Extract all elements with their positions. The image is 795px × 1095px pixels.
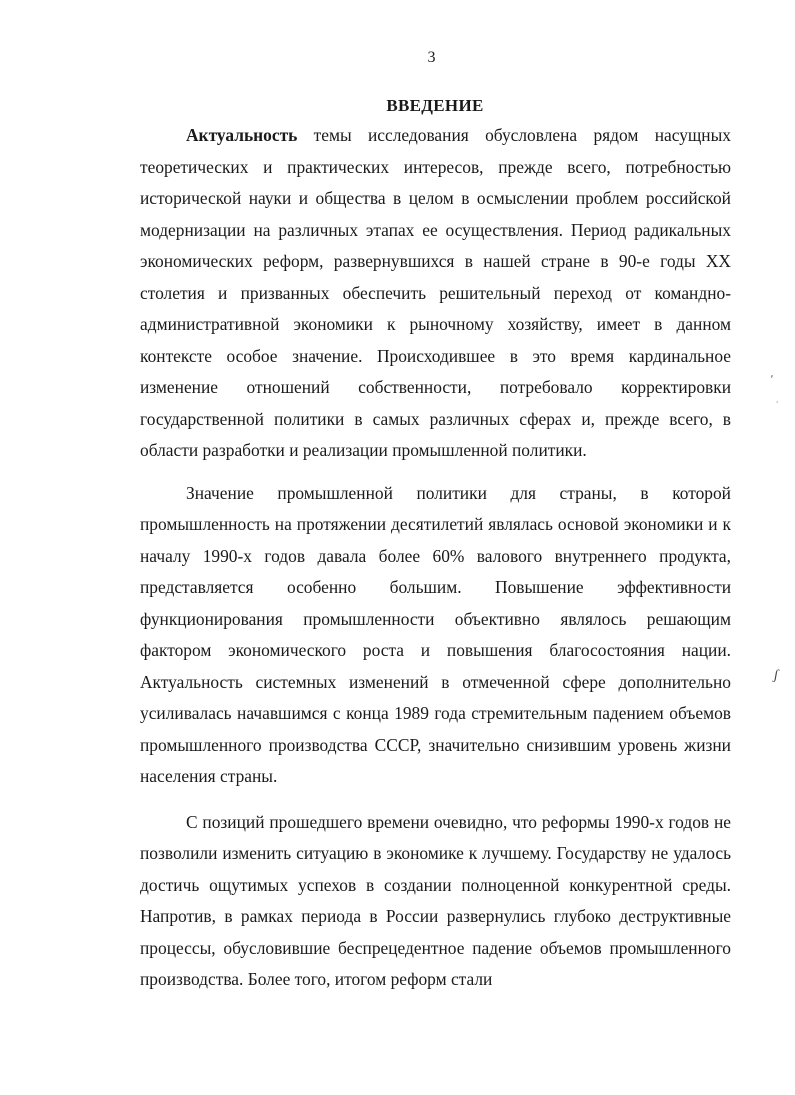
page-number: 3 [427,49,436,66]
paragraph-industrial-policy: Значение промышленной политики для страны, в которой промышленность на протяжении десятилетий являлась основой экономики и к началу 1990-х годов давала более 60% валового внутреннего продукта, представляется особенно большим. Повышение эффективности функционирования промышленности объективно являлось решающим фактором экономического роста и повышения благосостояния нации. Актуальность системных изменений в отмеченной сфере дополнительно усиливалась начавшимся с конца 1989 года стремительным падением объемов промышленного производства СССР, значительно снизившим уровень жизни населения страны. [140,482,731,786]
margin-pencil-mark: ʃ [774,668,779,683]
section-heading: ВВЕДЕНИЕ [386,96,484,115]
body-text [140,120,731,1007]
paragraph-lead-term: Актуальность [186,125,298,145]
paragraph-text: темы исследования обусловлена рядом насущных теоретических и практических интересов, прежде всего, потребностью исторической науки и общества в целом в осмыслении проблем российской модернизации на различных этапах ее осуществления. Период радикальных экономических реформ, развернувшихся в нашей стране в 90-е годы XX столетия и призванных обеспечить решительный переход от командно-административной экономики к рыночному хозяйству, имеет в данном контексте особое значение. Происходившее в это время кардинальное изменение отношений собственности, потребовало корректировки государственной политики в самых различных сферах и, прежде всего, в области разработки и реализации промышленной политики. [140,125,731,460]
paragraph-reforms-outcome: С позиций прошедшего времени очевидно, что реформы 1990-х годов не позволили изменить ситуацию в экономике к лучшему. Государству не удалось достичь ощутимых успехов в создании полноценной конкурентной среды. Напротив, в рамках периода в России развернулись глубоко деструктивные процессы, обусловившие беспрецедентное падение объемов промышленного производства. Более того, итогом реформ стали [140,811,731,989]
margin-pencil-mark: · [776,398,778,407]
margin-pencil-mark: ʹ [770,372,773,386]
paragraph-relevance [140,120,731,467]
